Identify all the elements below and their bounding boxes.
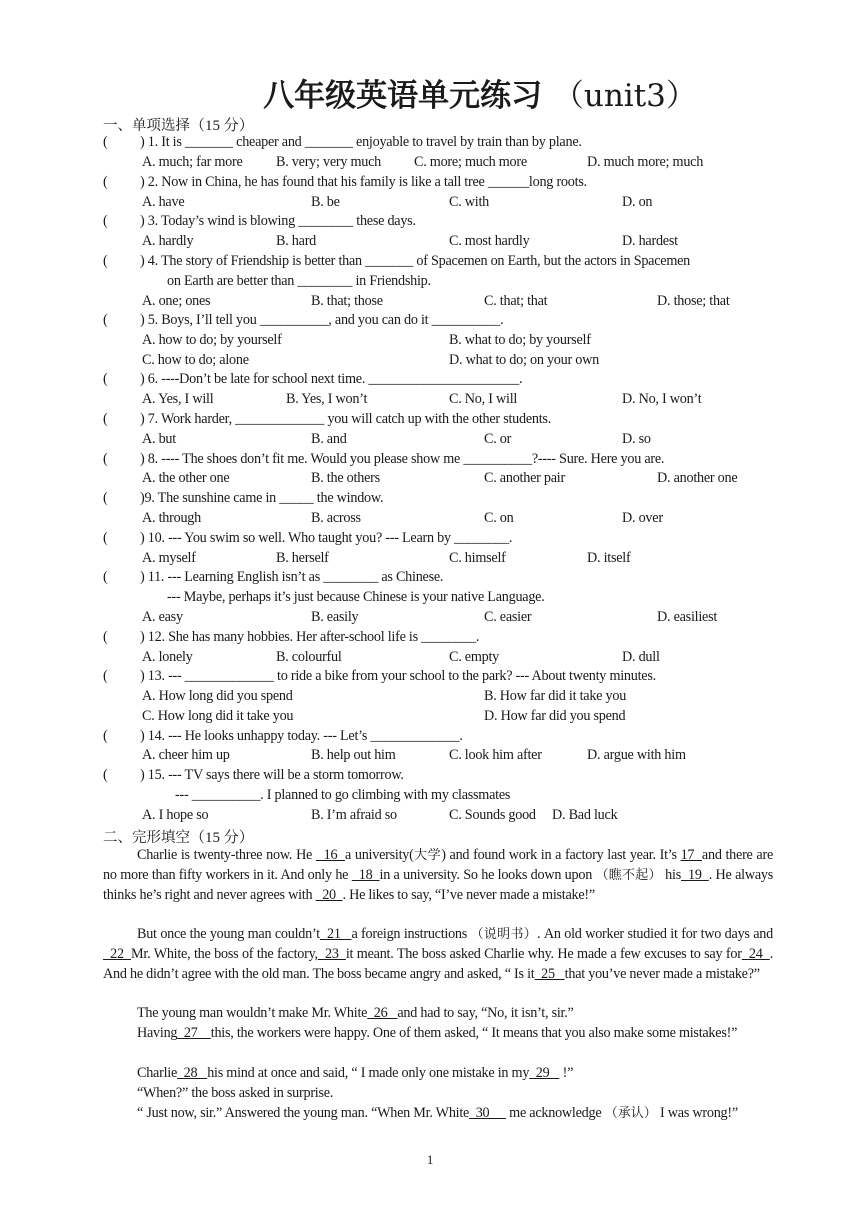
question-number: ) 14. <box>140 728 165 744</box>
answer-blank[interactable]: ( <box>103 451 108 467</box>
option-d[interactable]: D. another one <box>657 470 738 486</box>
cloze-paragraph-4 <box>103 1024 773 1044</box>
answer-blank[interactable]: ( <box>103 312 108 328</box>
option-d[interactable]: D. How far did you spend <box>484 708 626 724</box>
cloze-text: me acknowledge <box>505 1105 605 1121</box>
question-stem: It is _______ cheaper and _______ enjoyable to travel by train than by plane. <box>157 134 582 150</box>
question-14 <box>103 728 773 745</box>
cloze-blank[interactable]: 21 <box>319 926 352 942</box>
question-4 <box>103 253 773 270</box>
question-number: ) 10. <box>140 530 165 546</box>
cloze-text: Charlie <box>137 1065 178 1081</box>
question-stem: Boys, I’ll tell you __________, and you can do it __________. <box>157 312 504 328</box>
option-c[interactable]: C. No, I will <box>449 391 518 407</box>
cloze-blank[interactable]: 23 <box>317 945 346 962</box>
option-c[interactable]: C. easier <box>484 609 532 625</box>
cloze-text: that you’ve never made a mistake?” <box>564 965 760 982</box>
cloze-paragraph-6 <box>103 1084 773 1104</box>
option-d[interactable]: D. dull <box>622 649 660 665</box>
question-stem-continued: on Earth are better than ________ in Friendship. <box>167 273 431 289</box>
question-stem: --- _____________ to ride a bike from your school to the park? --- About twenty minutes. <box>164 668 656 684</box>
option-d[interactable]: D. so <box>622 431 651 447</box>
answer-blank[interactable]: ( <box>103 530 108 546</box>
cloze-blank[interactable]: 20 <box>315 886 343 903</box>
option-d[interactable]: D. much more; much <box>587 154 704 170</box>
option-a[interactable]: A. through <box>142 510 201 526</box>
question-3 <box>103 213 773 230</box>
cloze-text: The young man wouldn’t make Mr. White <box>137 1005 368 1021</box>
option-a[interactable]: A. I hope so <box>142 807 209 823</box>
answer-blank[interactable]: ( <box>103 411 108 427</box>
title-main: 八年级英语单元练习 <box>263 78 543 114</box>
question-number: ) 4. <box>140 253 158 269</box>
cloze-text: and there are no more than fifty workers in it. And only he <box>103 847 774 883</box>
option-a[interactable]: A. Yes, I will <box>142 391 214 407</box>
question-2 <box>103 174 773 191</box>
cloze-blank[interactable]: 27 <box>177 1025 211 1041</box>
option-a[interactable]: A. how to do; by yourself <box>142 332 282 348</box>
cloze-text: this, the workers were happy. One of them asked, “ It means that you also make some mistakes!” <box>210 1025 738 1041</box>
option-c[interactable]: C. or <box>484 431 512 447</box>
cloze-blank[interactable]: 26 <box>367 1005 398 1021</box>
cloze-text: Having <box>137 1025 178 1041</box>
answer-blank[interactable]: ( <box>103 668 108 684</box>
question-1 <box>103 134 773 151</box>
question-5 <box>103 312 773 329</box>
option-b[interactable]: B. the others <box>311 470 380 486</box>
question-stem: --- Learning English isn’t as ________ as Chinese. <box>164 569 444 585</box>
answer-blank[interactable]: ( <box>103 174 108 190</box>
option-d[interactable]: D. on <box>622 194 653 210</box>
question-stem: Now in China, he has found that his family is like a tall tree ______long roots. <box>157 174 587 190</box>
option-b[interactable]: B. what to do; by yourself <box>449 332 591 348</box>
cloze-text: and had to say, “No, it isn’t, sir.” <box>397 1005 574 1021</box>
option-a[interactable]: A. easy <box>142 609 183 625</box>
page-number: 1 <box>426 1152 434 1167</box>
question-stem: The sunshine came in _____ the window. <box>154 490 384 506</box>
question-12 <box>103 629 773 646</box>
page-title <box>0 70 860 115</box>
chinese-gloss: （承认） <box>604 1106 657 1121</box>
cloze-text: Mr. White, the boss of the factory, <box>131 945 318 962</box>
cloze-paragraph-1 <box>103 846 773 905</box>
option-b[interactable]: B. herself <box>276 550 329 566</box>
option-d[interactable]: D. easiliest <box>657 609 718 625</box>
cloze-text: . An old worker studied it for two days and <box>537 926 773 942</box>
answer-blank[interactable]: ( <box>103 728 108 744</box>
question-number: ) 5. <box>140 312 158 328</box>
cloze-blank[interactable]: 22 <box>103 945 132 962</box>
question-15 <box>103 767 773 784</box>
cloze-text: his mind at once and said, “ I made only one mistake in my <box>207 1065 530 1081</box>
cloze-blank[interactable]: 29 <box>529 1065 560 1081</box>
cloze-text: his <box>661 866 681 883</box>
cloze-text: ) and found work in a factory last year. It’s <box>441 847 681 863</box>
option-b[interactable]: B. very; very much <box>276 154 382 170</box>
option-c[interactable]: C. more; much more <box>414 154 527 170</box>
option-c[interactable]: C. Sounds good <box>449 807 536 823</box>
question-stem: She has many hobbies. Her after-school life is ________. <box>164 629 480 645</box>
option-b[interactable]: B. easily <box>311 609 359 625</box>
answer-blank[interactable]: ( <box>103 253 108 269</box>
question-number: ) 7. <box>140 411 158 427</box>
cloze-blank[interactable]: 18 <box>351 866 380 883</box>
answer-blank[interactable]: ( <box>103 371 108 387</box>
question-10 <box>103 530 773 547</box>
question-9 <box>103 490 773 507</box>
cloze-blank[interactable]: 24 <box>741 945 770 962</box>
cloze-text: a foreign instructions <box>351 926 471 942</box>
cloze-text: But once the young man couldn’t <box>137 926 320 942</box>
cloze-text: “ Just now, sir.” Answered the young man. “When Mr. White <box>137 1105 470 1121</box>
cloze-text: in a university. So he looks down upon <box>379 866 596 883</box>
chinese-gloss: （瞧不起） <box>595 867 662 883</box>
option-c[interactable]: C. look him after <box>449 747 542 763</box>
answer-blank[interactable]: ( <box>103 213 108 229</box>
question-number: ) 8. <box>140 451 158 467</box>
option-c[interactable]: C. another pair <box>484 470 565 486</box>
question-stem: ----Don’t be late for school next time. ______________________. <box>157 371 523 387</box>
option-b[interactable]: B. and <box>311 431 347 447</box>
question-number: )9. <box>140 490 155 506</box>
title-unit: （unit3） <box>552 78 697 114</box>
question-number: ) 12. <box>140 629 165 645</box>
option-b[interactable]: B. Yes, I won’t <box>286 391 368 407</box>
option-a[interactable]: A. hardly <box>142 233 194 249</box>
cloze-text: I was wrong!” <box>656 1105 738 1121</box>
cloze-paragraph-2 <box>103 925 773 984</box>
question-number: ) 1. <box>140 134 158 150</box>
cloze-paragraph-5 <box>103 1064 773 1084</box>
question-number: ) 15. <box>140 767 165 783</box>
cloze-blank[interactable]: 17 <box>680 847 702 863</box>
question-8 <box>103 451 773 468</box>
option-d[interactable]: D. hardest <box>622 233 678 249</box>
cloze-text: . He likes to say, “I’ve never made a mistake!” <box>342 886 595 903</box>
cloze-text: a university( <box>344 847 414 863</box>
cloze-blank[interactable]: 25 <box>534 965 565 982</box>
answer-blank[interactable]: ( <box>103 490 108 506</box>
chinese-gloss: （说明书） <box>470 927 537 942</box>
cloze-text: !” <box>559 1065 574 1081</box>
option-d[interactable]: D. over <box>622 510 663 526</box>
question-stem: --- TV says there will be a storm tomorrow. <box>164 767 404 783</box>
option-b[interactable]: B. colourful <box>276 649 342 665</box>
option-c[interactable]: C. How long did it take you <box>142 708 294 724</box>
option-c[interactable]: C. on <box>484 510 514 526</box>
option-c[interactable]: C. most hardly <box>449 233 530 249</box>
cloze-text: . And he didn’t agree with the old man. The boss became angry and asked, “ Is it <box>103 945 773 982</box>
option-a[interactable]: A. but <box>142 431 176 447</box>
question-stem: --- You swim so well. Who taught you? --- Learn by ________. <box>164 530 513 546</box>
option-a[interactable]: A. cheer him up <box>142 747 230 763</box>
option-b[interactable]: B. hard <box>276 233 317 249</box>
option-d[interactable]: D. Bad luck <box>552 807 618 823</box>
option-c[interactable]: C. how to do; alone <box>142 352 249 368</box>
option-b[interactable]: B. How far did it take you <box>484 688 627 704</box>
cloze-text: it meant. The boss asked Charlie why. He made a few excuses to say for <box>345 945 742 962</box>
cloze-text: “When?” the boss asked in surprise. <box>137 1085 334 1101</box>
option-b[interactable]: B. be <box>311 194 340 210</box>
question-number: ) 3. <box>140 213 158 229</box>
question-number: ) 11. <box>140 569 165 585</box>
section-heading-multiple-choice: 一、单项选择（15 分） <box>103 118 254 134</box>
section-heading-cloze: 二、完形填空（15 分） <box>103 830 254 846</box>
question-stem-continued: --- Maybe, perhaps it’s just because Chinese is your native Language. <box>167 589 545 605</box>
chinese-gloss: 大学 <box>413 848 442 863</box>
question-7 <box>103 411 773 428</box>
option-b[interactable]: B. I’m afraid so <box>311 807 397 823</box>
option-d[interactable]: D. what to do; on your own <box>449 352 599 368</box>
question-stem-continued: --- __________. I planned to go climbing with my classmates <box>175 787 511 803</box>
option-a[interactable]: A. have <box>142 194 185 210</box>
option-a[interactable]: A. lonely <box>142 649 193 665</box>
answer-blank[interactable]: ( <box>103 569 108 585</box>
option-c[interactable]: C. that; that <box>484 293 548 309</box>
cloze-blank[interactable]: 19 <box>680 866 709 883</box>
cloze-paragraph-7 <box>103 1104 773 1124</box>
cloze-text: . He always thinks he’s right and never agrees with <box>103 866 773 903</box>
option-a[interactable]: A. myself <box>142 550 196 566</box>
option-b[interactable]: B. across <box>311 510 361 526</box>
question-13 <box>103 668 773 685</box>
question-6 <box>103 371 773 388</box>
question-stem: Work harder, _____________ you will catch up with the other students. <box>157 411 551 427</box>
option-b[interactable]: B. that; those <box>311 293 383 309</box>
option-d[interactable]: D. those; that <box>657 293 730 309</box>
question-11 <box>103 569 773 586</box>
question-stem: The story of Friendship is better than _______ of Spacemen on Earth, but the actors in Spacemen <box>157 253 690 269</box>
option-c[interactable]: C. himself <box>449 550 506 566</box>
option-d[interactable]: D. argue with him <box>587 747 686 763</box>
option-c[interactable]: C. empty <box>449 649 500 665</box>
question-number: ) 13. <box>140 668 165 684</box>
question-stem: Today’s wind is blowing ________ these days. <box>157 213 416 229</box>
answer-blank[interactable]: ( <box>103 767 108 783</box>
cloze-blank[interactable]: 16 <box>315 847 345 863</box>
answer-blank[interactable]: ( <box>103 629 108 645</box>
question-stem: --- He looks unhappy today. --- Let’s _____________. <box>164 728 463 744</box>
option-d[interactable]: D. No, I won’t <box>622 391 702 407</box>
question-number: ) 2. <box>140 174 158 190</box>
option-a[interactable]: A. How long did you spend <box>142 688 293 704</box>
cloze-paragraph-3 <box>103 1004 773 1024</box>
cloze-blank[interactable]: 30 <box>469 1105 506 1121</box>
cloze-blank[interactable]: 28 <box>177 1065 208 1081</box>
option-a[interactable]: A. the other one <box>142 470 230 486</box>
question-stem: ---- The shoes don’t fit me. Would you please show me __________?---- Sure. Here you are. <box>157 451 665 467</box>
option-a[interactable]: A. one; ones <box>142 293 211 309</box>
option-c[interactable]: C. with <box>449 194 490 210</box>
option-d[interactable]: D. itself <box>587 550 631 566</box>
cloze-text: Charlie is twenty-three now. He <box>137 847 316 863</box>
option-b[interactable]: B. help out him <box>311 747 396 763</box>
question-number: ) 6. <box>140 371 158 387</box>
answer-blank[interactable]: ( <box>103 134 108 150</box>
option-a[interactable]: A. much; far more <box>142 154 243 170</box>
